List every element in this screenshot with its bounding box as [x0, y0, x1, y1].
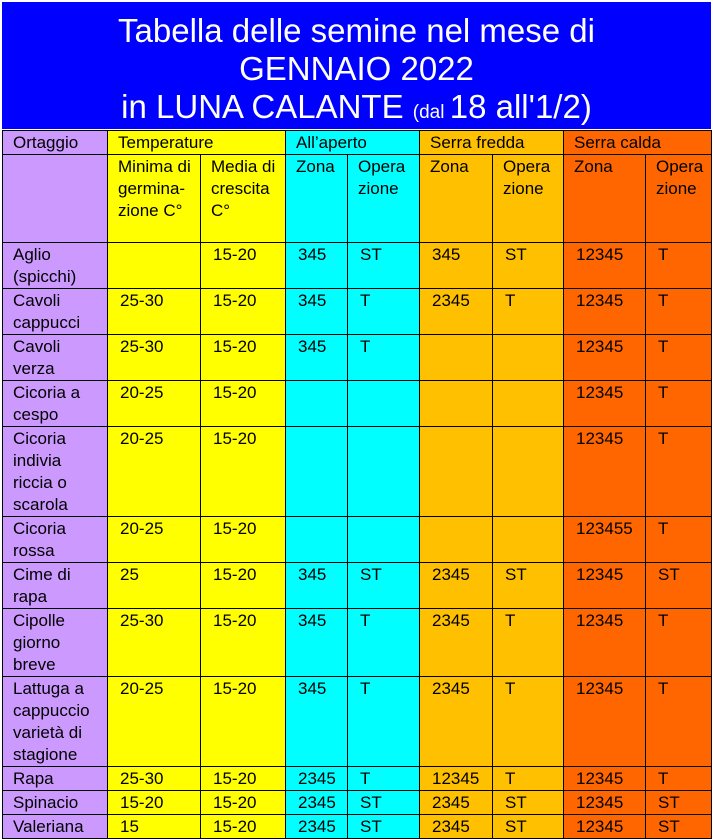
header-aperto-operazione: Opera zione [348, 155, 420, 243]
cell-ortaggio: Spinacio [3, 791, 108, 815]
title-line-3-suffix: 18 all'1/2) [449, 88, 592, 125]
header-fredda-operazione: Opera zione [493, 155, 564, 243]
header-fredda-zona: Zona [420, 155, 493, 243]
cell-aperto-operazione: ST [348, 791, 420, 815]
cell-aperto-operazione: T [348, 677, 420, 767]
cell-ortaggio: Cipolle giorno breve [3, 609, 108, 677]
header-temperature: Temperature [108, 131, 286, 155]
table-row [3, 335, 712, 381]
cell-calda-operazione: ST [646, 563, 712, 609]
header-row-sub [3, 155, 712, 243]
cell-minima: 20-25 [108, 381, 201, 427]
cell-aperto-zona: 345 [286, 335, 348, 381]
cell-ortaggio: Valeriana [3, 815, 108, 839]
cell-minima: 25-30 [108, 289, 201, 335]
title-line-2: GENNAIO 2022 [239, 50, 474, 87]
cell-calda-zona: 12345 [564, 767, 646, 791]
cell-media: 15-20 [201, 815, 286, 839]
cell-minima: 25 [108, 563, 201, 609]
title-line-3-prefix: in LUNA CALANTE [121, 88, 413, 125]
cell-aperto-operazione [348, 381, 420, 427]
cell-aperto-zona: 2345 [286, 815, 348, 839]
cell-fredda-zona [420, 427, 493, 517]
cell-media: 15-20 [201, 381, 286, 427]
cell-minima: 25-30 [108, 609, 201, 677]
cell-fredda-zona: 2345 [420, 815, 493, 839]
cell-minima: 20-25 [108, 517, 201, 563]
title-line-3 [2, 88, 711, 132]
cell-media: 15-20 [201, 677, 286, 767]
cell-aperto-zona: 345 [286, 677, 348, 767]
cell-fredda-zona: 345 [420, 243, 493, 289]
cell-fredda-operazione: T [493, 289, 564, 335]
cell-calda-operazione: T [646, 677, 712, 767]
cell-aperto-operazione: ST [348, 815, 420, 839]
cell-fredda-zona [420, 335, 493, 381]
cell-minima [108, 243, 201, 289]
header-ortaggio: Ortaggio [3, 131, 108, 155]
cell-media: 15-20 [201, 767, 286, 791]
cell-calda-zona: 12345 [564, 427, 646, 517]
cell-media: 15-20 [201, 791, 286, 815]
cell-fredda-operazione: T [493, 767, 564, 791]
cell-calda-operazione: T [646, 381, 712, 427]
table-row [3, 289, 712, 335]
cell-media: 15-20 [201, 289, 286, 335]
cell-calda-zona: 12345 [564, 289, 646, 335]
cell-calda-zona: 12345 [564, 791, 646, 815]
cell-calda-zona: 12345 [564, 815, 646, 839]
header-aperto-zona: Zona [286, 155, 348, 243]
cell-aperto-operazione: ST [348, 243, 420, 289]
cell-minima: 20-25 [108, 677, 201, 767]
table-row [3, 427, 712, 517]
cell-ortaggio: Cicoria a cespo [3, 381, 108, 427]
cell-fredda-operazione [493, 517, 564, 563]
cell-aperto-zona [286, 381, 348, 427]
header-serra-fredda: Serra fredda [420, 131, 564, 155]
cell-calda-operazione: T [646, 767, 712, 791]
cell-ortaggio: Cime di rapa [3, 563, 108, 609]
cell-ortaggio: Cavoli cappucci [3, 289, 108, 335]
table-row [3, 815, 712, 839]
cell-calda-zona: 12345 [564, 677, 646, 767]
cell-fredda-operazione: ST [493, 791, 564, 815]
title-line-3-small: (dal [412, 102, 450, 123]
cell-ortaggio: Cicoria rossa [3, 517, 108, 563]
cell-minima: 15 [108, 815, 201, 839]
cell-calda-operazione: T [646, 243, 712, 289]
cell-calda-operazione: ST [646, 791, 712, 815]
cell-calda-zona: 12345 [564, 563, 646, 609]
cell-fredda-zona: 2345 [420, 609, 493, 677]
cell-fredda-zona: 2345 [420, 677, 493, 767]
cell-fredda-operazione [493, 427, 564, 517]
cell-fredda-operazione: ST [493, 243, 564, 289]
cell-calda-operazione: T [646, 517, 712, 563]
cell-fredda-operazione: ST [493, 563, 564, 609]
cell-ortaggio: Lattuga a cappuccio varietà di stagione [3, 677, 108, 767]
cell-minima: 20-25 [108, 427, 201, 517]
cell-media: 15-20 [201, 243, 286, 289]
cell-aperto-operazione: ST [348, 563, 420, 609]
cell-aperto-zona: 345 [286, 243, 348, 289]
cell-ortaggio: Aglio (spicchi) [3, 243, 108, 289]
cell-calda-operazione: T [646, 335, 712, 381]
cell-aperto-operazione: T [348, 609, 420, 677]
header-ortaggio-blank [3, 155, 108, 243]
header-aperto: All’aperto [286, 131, 420, 155]
cell-fredda-zona: 12345 [420, 767, 493, 791]
cell-calda-operazione: T [646, 427, 712, 517]
table-row [3, 563, 712, 609]
header-serra-calda: Serra calda [564, 131, 712, 155]
title-line-1: Tabella delle semine nel mese di [118, 12, 595, 49]
cell-fredda-zona: 2345 [420, 289, 493, 335]
cell-calda-zona: 12345 [564, 243, 646, 289]
cell-ortaggio: Cavoli verza [3, 335, 108, 381]
table-row [3, 791, 712, 815]
header-minima: Minima di germina-zione C° [108, 155, 201, 243]
cell-aperto-zona [286, 427, 348, 517]
cell-calda-zona: 123455 [564, 517, 646, 563]
table-row [3, 517, 712, 563]
header-row-groups [3, 131, 712, 155]
header-calda-zona: Zona [564, 155, 646, 243]
cell-fredda-operazione [493, 335, 564, 381]
cell-media: 15-20 [201, 335, 286, 381]
sowing-table [2, 130, 712, 839]
cell-calda-zona: 12345 [564, 335, 646, 381]
cell-minima: 25-30 [108, 767, 201, 791]
cell-fredda-zona [420, 517, 493, 563]
cell-media: 15-20 [201, 609, 286, 677]
cell-fredda-zona: 2345 [420, 563, 493, 609]
page-title [2, 2, 711, 129]
cell-aperto-operazione [348, 427, 420, 517]
cell-aperto-operazione: T [348, 289, 420, 335]
cell-fredda-operazione: T [493, 609, 564, 677]
cell-aperto-zona: 345 [286, 289, 348, 335]
cell-media: 15-20 [201, 517, 286, 563]
table-row [3, 767, 712, 791]
table-row [3, 677, 712, 767]
cell-aperto-operazione [348, 517, 420, 563]
header-calda-operazione: Opera zione [646, 155, 712, 243]
cell-fredda-zona: 2345 [420, 791, 493, 815]
cell-ortaggio: Cicoria indivia riccia o scarola [3, 427, 108, 517]
cell-media: 15-20 [201, 563, 286, 609]
cell-calda-operazione: T [646, 609, 712, 677]
cell-calda-operazione: ST [646, 815, 712, 839]
cell-ortaggio: Rapa [3, 767, 108, 791]
cell-aperto-operazione: T [348, 335, 420, 381]
cell-calda-zona: 12345 [564, 381, 646, 427]
cell-aperto-zona: 345 [286, 609, 348, 677]
cell-fredda-zona [420, 381, 493, 427]
cell-minima: 25-30 [108, 335, 201, 381]
cell-fredda-operazione: T [493, 677, 564, 767]
table-row [3, 381, 712, 427]
cell-aperto-zona: 2345 [286, 767, 348, 791]
cell-media: 15-20 [201, 427, 286, 517]
cell-aperto-zona: 345 [286, 563, 348, 609]
cell-aperto-zona: 2345 [286, 791, 348, 815]
cell-calda-operazione: T [646, 289, 712, 335]
cell-fredda-operazione [493, 381, 564, 427]
cell-aperto-zona [286, 517, 348, 563]
cell-minima: 15-20 [108, 791, 201, 815]
cell-aperto-operazione: T [348, 767, 420, 791]
header-media: Media di crescita C° [201, 155, 286, 243]
table-row [3, 243, 712, 289]
cell-calda-zona: 12345 [564, 609, 646, 677]
cell-fredda-operazione: ST [493, 815, 564, 839]
table-row [3, 609, 712, 677]
